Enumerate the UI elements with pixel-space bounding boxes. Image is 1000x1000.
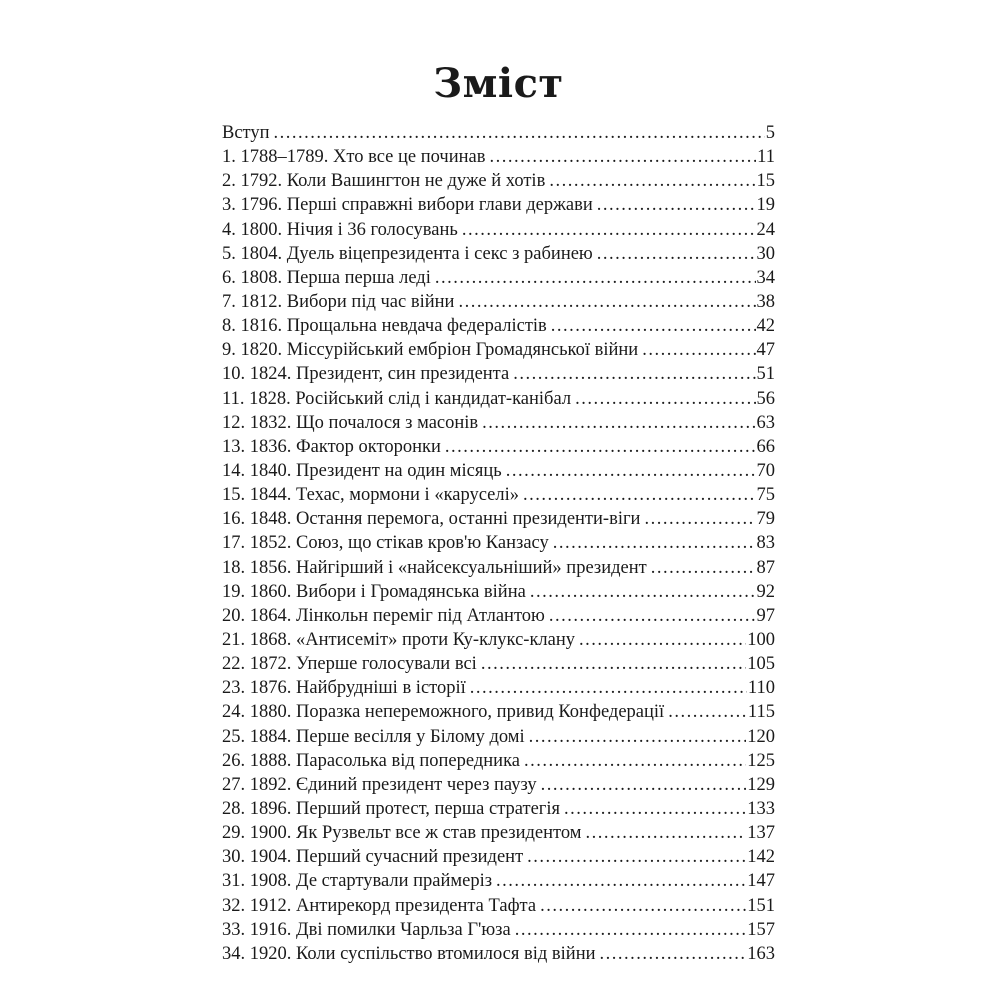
toc-entry-title: 10. 1824. Президент, син президента	[222, 364, 510, 385]
toc-entry-page-number: 30	[756, 243, 775, 264]
toc-entry-page-number: 66	[756, 436, 775, 457]
toc-entry-page-number: 38	[756, 291, 775, 312]
dot-leader	[435, 266, 756, 290]
dot-leader	[551, 314, 756, 338]
dot-leader	[481, 652, 746, 676]
toc-entry-page-number: 105	[747, 654, 775, 675]
dot-leader	[482, 411, 755, 435]
dot-leader	[527, 845, 746, 869]
toc-entry-page-number: 63	[756, 412, 775, 433]
toc-entry	[222, 894, 775, 918]
toc-entry-title: 26. 1888. Парасолька від попередника	[222, 750, 520, 771]
dot-leader	[462, 218, 756, 242]
toc-entry-page-number: 92	[756, 581, 775, 602]
toc-entry-page-number: 15	[756, 171, 775, 192]
dot-leader	[489, 145, 756, 169]
dot-leader	[496, 869, 746, 893]
toc-entry	[222, 918, 775, 942]
toc-entry-page-number: 87	[756, 557, 775, 578]
toc-entry	[222, 242, 775, 266]
dot-leader	[523, 483, 755, 507]
toc-entry-page-number: 34	[756, 267, 775, 288]
dot-leader	[579, 628, 746, 652]
toc-entry	[222, 580, 775, 604]
toc-entry-title: 33. 1916. Дві помилки Чарльза Г'юза	[222, 919, 511, 940]
toc-entry-title: 5. 1804. Дуель віцепрезидента і секс з рабинею	[222, 243, 593, 264]
toc-entry-page-number: 11	[757, 147, 775, 168]
toc-entry-title: 17. 1852. Союз, що стікав кров'ю Канзасу	[222, 533, 549, 554]
toc-entry	[222, 459, 775, 483]
toc-entry	[222, 121, 775, 145]
dot-leader	[524, 749, 746, 773]
toc-entry-title: 15. 1844. Техас, мормони і «каруселі»	[222, 485, 520, 506]
toc-entry-title: 7. 1812. Вибори під час війни	[222, 291, 455, 312]
dot-leader	[470, 676, 747, 700]
toc-entry-page-number: 133	[747, 798, 775, 819]
toc-entry-page-number: 70	[756, 460, 775, 481]
toc-entry-title: Вступ	[222, 123, 270, 143]
toc-entry	[222, 266, 775, 290]
dot-leader	[564, 797, 746, 821]
dot-leader	[642, 338, 755, 362]
toc-entry-title: 6. 1808. Перша перша леді	[222, 267, 431, 288]
toc-entry-title: 1. 1788–1789. Хто все це починав	[222, 147, 486, 168]
toc-entry-page-number: 47	[756, 340, 775, 361]
toc-entry-title: 16. 1848. Остання перемога, останні президенти-віги	[222, 509, 641, 530]
toc-entry-title: 3. 1796. Перші справжні вибори глави держави	[222, 195, 593, 216]
toc-entry	[222, 218, 775, 242]
toc-entry	[222, 193, 775, 217]
dot-leader	[644, 507, 755, 531]
toc-entry	[222, 676, 775, 700]
toc-entry-title: 13. 1836. Фактор окторонки	[222, 436, 441, 457]
toc-entry-page-number: 19	[756, 195, 775, 216]
toc-entry-title: 11. 1828. Російський слід і кандидат-канібал	[222, 388, 572, 409]
toc-entry-title: 24. 1880. Поразка непереможного, привид Конфедерації	[222, 702, 665, 723]
toc-entry-title: 20. 1864. Лінкольн переміг під Атлантою	[222, 605, 545, 626]
toc-entry-page-number: 142	[747, 847, 775, 868]
toc-entry	[222, 387, 775, 411]
toc-entry-title: 32. 1912. Антирекорд президента Тафта	[222, 895, 537, 916]
toc-entry-page-number: 5	[765, 123, 775, 143]
toc-entry-title: 29. 1900. Як Рузвельт все ж став президентом	[222, 823, 582, 844]
toc-entry-title: 2. 1792. Коли Вашингтон не дуже й хотів	[222, 171, 546, 192]
toc-entry-title: 22. 1872. Уперше голосували всі	[222, 654, 477, 675]
toc-entry	[222, 556, 775, 580]
toc-entry	[222, 725, 775, 749]
toc-entry	[222, 435, 775, 459]
dot-leader	[541, 773, 747, 797]
toc-entry-title: 28. 1896. Перший протест, перша стратегія	[222, 798, 561, 819]
toc-entry	[222, 338, 775, 362]
toc-entry-title: 27. 1892. Єдиний президент через паузу	[222, 774, 537, 795]
dot-leader	[600, 942, 747, 966]
toc-entry	[222, 749, 775, 773]
dot-leader	[549, 604, 756, 628]
dot-leader	[597, 242, 756, 266]
toc-entry	[222, 169, 775, 193]
toc-page	[222, 60, 775, 966]
dot-leader	[529, 725, 747, 749]
toc-entry	[222, 483, 775, 507]
toc-entry-page-number: 83	[756, 533, 775, 554]
dot-leader	[575, 387, 755, 411]
dot-leader	[651, 556, 756, 580]
toc-entry	[222, 531, 775, 555]
toc-entry	[222, 604, 775, 628]
dot-leader	[540, 894, 746, 918]
toc-entry	[222, 652, 775, 676]
toc-entry-page-number: 137	[747, 823, 775, 844]
toc-entry-title: 31. 1908. Де стартували праймеріз	[222, 871, 493, 892]
dot-leader	[553, 531, 756, 555]
toc-entry	[222, 628, 775, 652]
table-of-contents	[222, 121, 775, 966]
toc-entry	[222, 314, 775, 338]
dot-leader	[274, 121, 765, 145]
toc-entry	[222, 869, 775, 893]
toc-entry-page-number: 163	[747, 943, 775, 964]
toc-entry-title: 30. 1904. Перший сучасний президент	[222, 847, 524, 868]
toc-entry-title: 14. 1840. Президент на один місяць	[222, 460, 502, 481]
toc-entry-page-number: 147	[747, 871, 775, 892]
toc-entry-page-number: 125	[747, 750, 775, 771]
dot-leader	[585, 821, 746, 845]
toc-entry-page-number: 120	[747, 726, 775, 747]
toc-entry	[222, 362, 775, 386]
toc-entry-page-number: 129	[747, 774, 775, 795]
toc-entry-page-number: 56	[756, 388, 775, 409]
dot-leader	[513, 362, 755, 386]
toc-entry-title: 8. 1816. Прощальна невдача федералістів	[222, 316, 547, 337]
toc-entry-page-number: 110	[747, 678, 775, 699]
page-title: Зміст	[433, 60, 564, 107]
toc-entry	[222, 773, 775, 797]
dot-leader	[445, 435, 756, 459]
toc-entry-title: 34. 1920. Коли суспільство втомилося від війни	[222, 943, 596, 964]
toc-entry-title: 18. 1856. Найгірший і «найсексуальніший» президент	[222, 557, 647, 578]
toc-entry-title: 9. 1820. Міссурійський ембріон Громадянської війни	[222, 340, 639, 361]
dot-leader	[530, 580, 756, 604]
toc-entry-page-number: 42	[756, 316, 775, 337]
toc-entry-page-number: 157	[747, 919, 775, 940]
toc-entry-page-number: 24	[756, 219, 775, 240]
toc-entry-page-number: 79	[756, 509, 775, 530]
toc-entry	[222, 507, 775, 531]
toc-entry	[222, 821, 775, 845]
toc-entry-title: 23. 1876. Найбрудніші в історії	[222, 678, 466, 699]
toc-entry	[222, 700, 775, 724]
toc-entry-page-number: 97	[756, 605, 775, 626]
dot-leader	[597, 193, 756, 217]
toc-entry-title: 12. 1832. Що почалося з масонів	[222, 412, 479, 433]
dot-leader	[668, 700, 747, 724]
toc-entry	[222, 942, 775, 966]
toc-entry-title: 21. 1868. «Антисеміт» проти Ку-клукс-клану	[222, 629, 576, 650]
dot-leader	[549, 169, 755, 193]
toc-entry-title: 25. 1884. Перше весілля у Білому домі	[222, 726, 525, 747]
dot-leader	[506, 459, 756, 483]
dot-leader	[458, 290, 755, 314]
toc-entry	[222, 145, 775, 169]
toc-entry	[222, 290, 775, 314]
toc-entry-page-number: 100	[747, 629, 775, 650]
dot-leader	[515, 918, 747, 942]
toc-entry-title: 4. 1800. Нічия і 36 голосувань	[222, 219, 458, 240]
toc-entry-page-number: 115	[747, 702, 775, 723]
toc-entry-page-number: 151	[747, 895, 775, 916]
toc-entry	[222, 411, 775, 435]
toc-entry-page-number: 51	[756, 364, 775, 385]
toc-entry	[222, 845, 775, 869]
toc-entry-title: 19. 1860. Вибори і Громадянська війна	[222, 581, 526, 602]
toc-entry-page-number: 75	[756, 485, 775, 506]
toc-entry	[222, 797, 775, 821]
